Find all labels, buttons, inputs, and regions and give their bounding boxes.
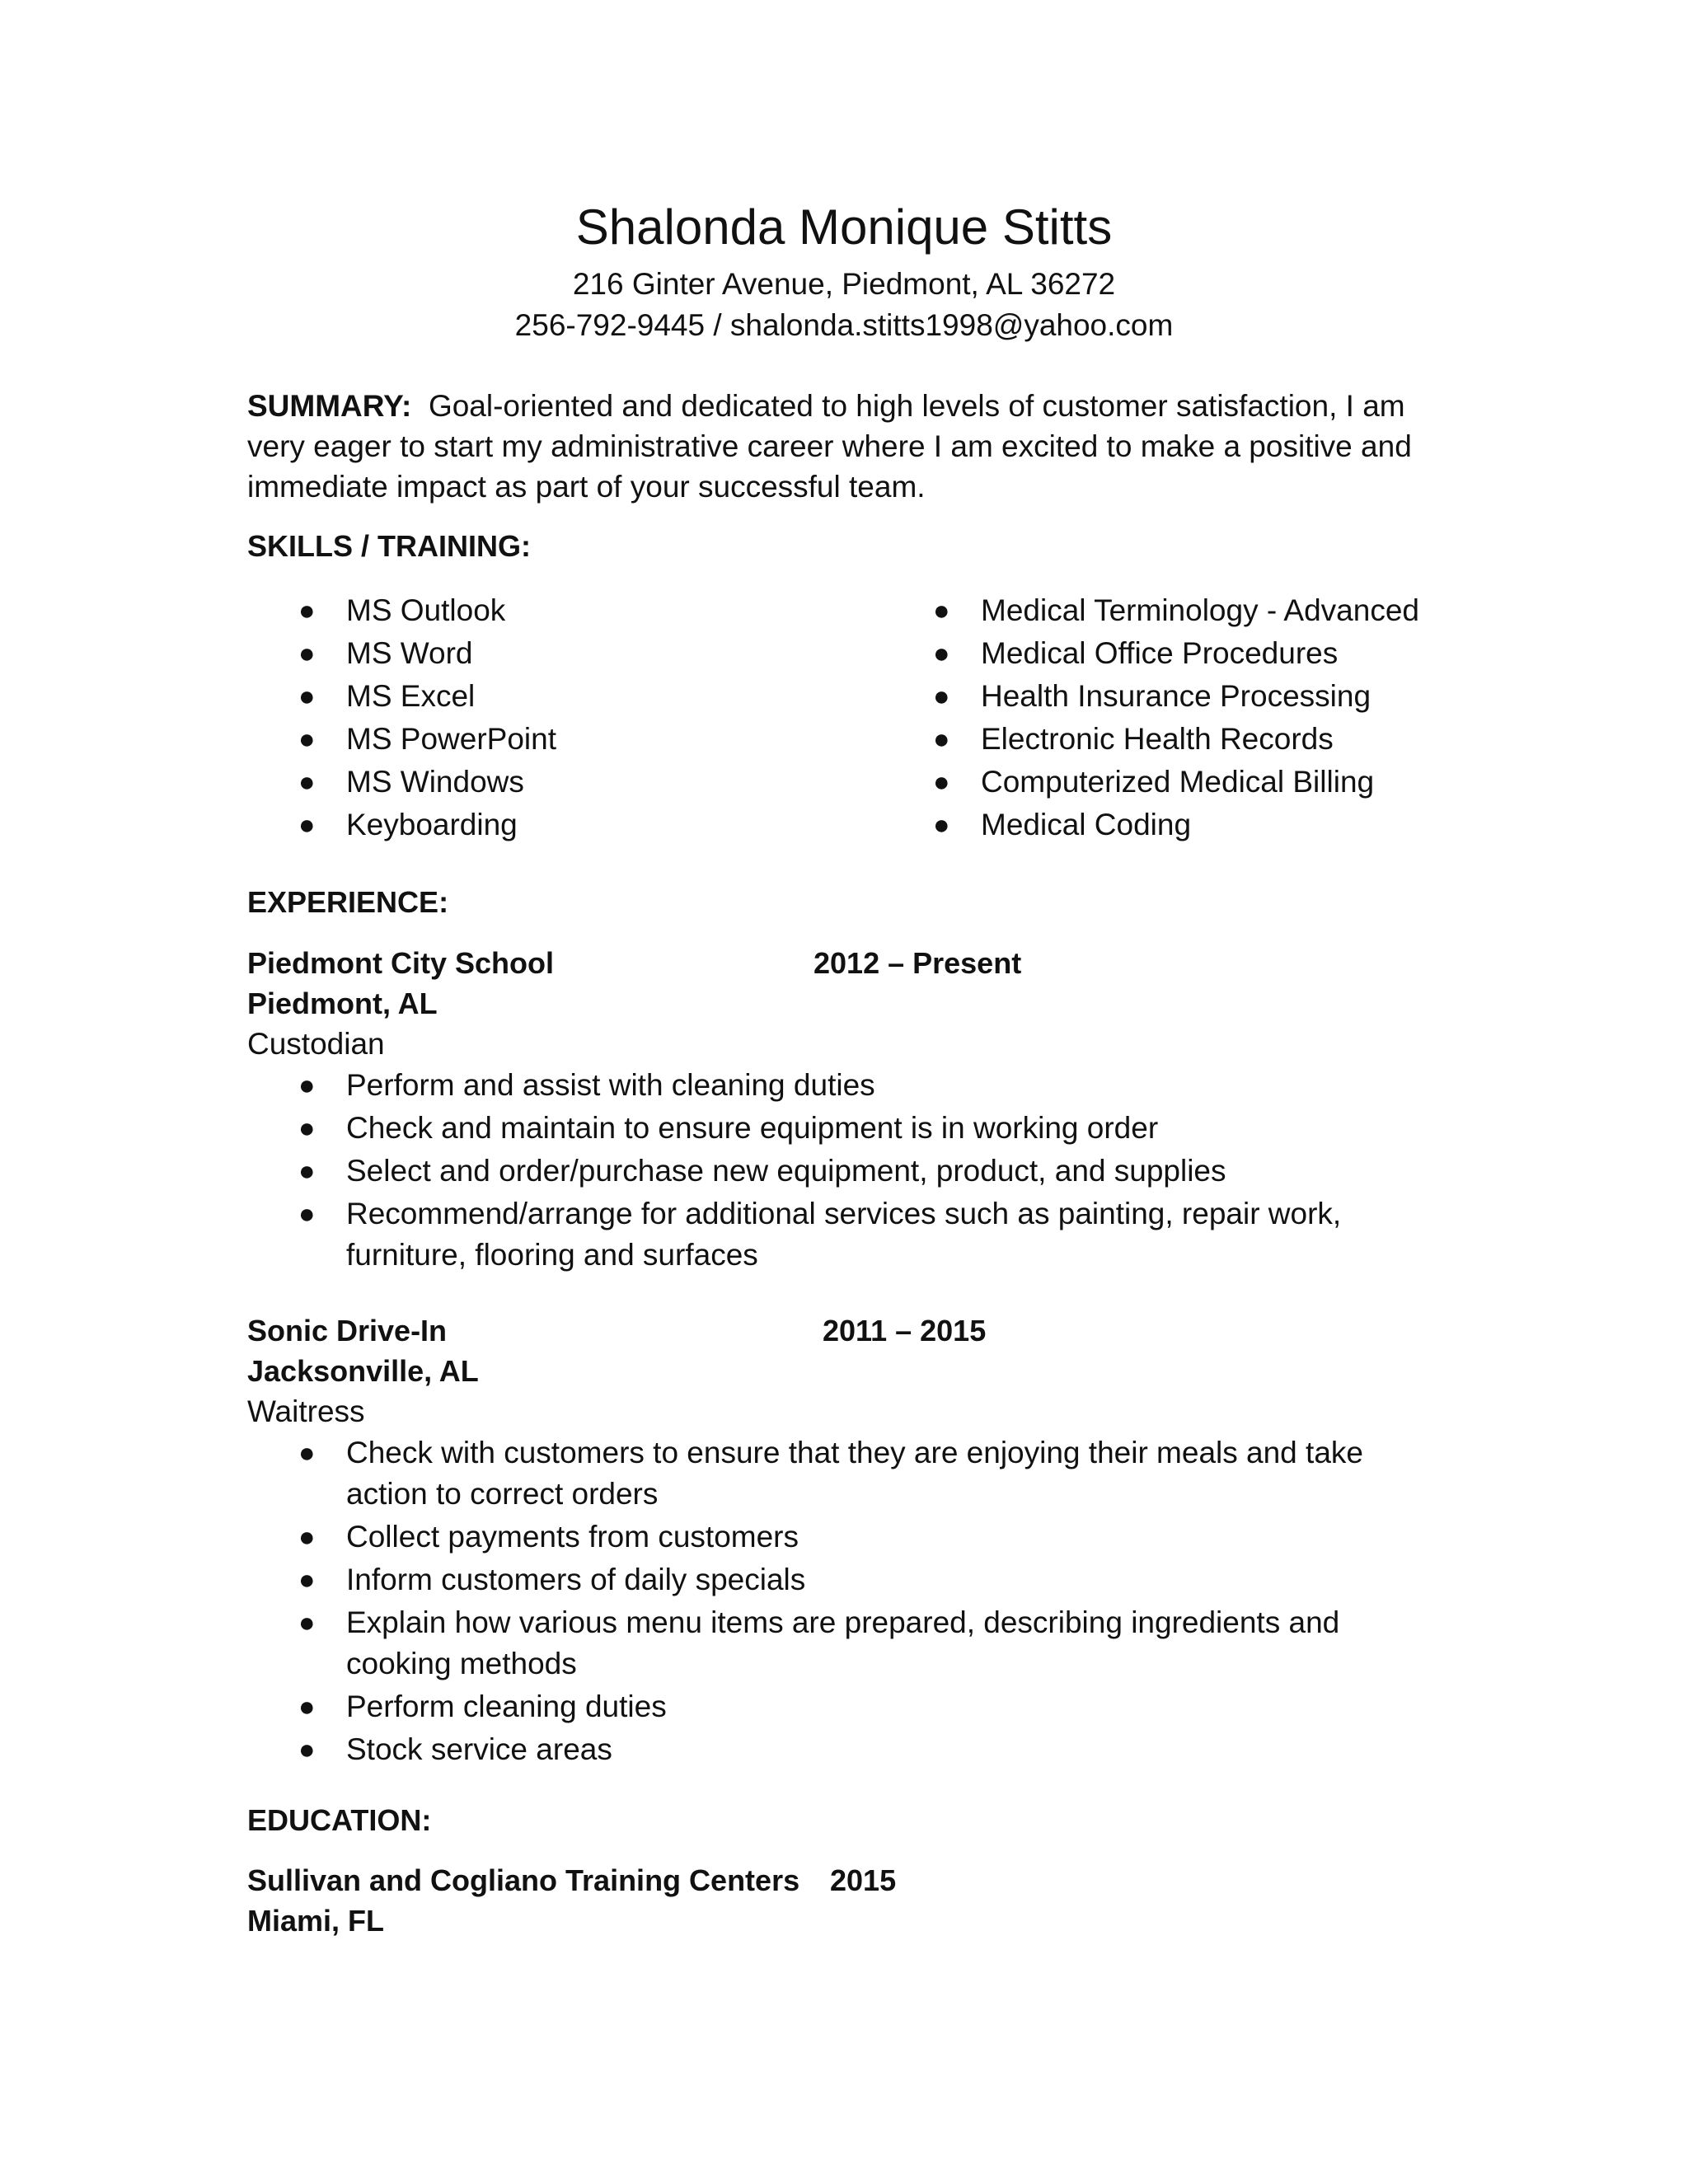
job-location: Piedmont, AL xyxy=(247,987,438,1020)
duty-item: ● Perform cleaning duties xyxy=(247,1686,1434,1727)
skill-item: ● MS PowerPoint xyxy=(247,718,556,761)
skill-item: ● MS Windows xyxy=(247,761,556,804)
bullet-icon: ● xyxy=(298,1564,316,1596)
job-dates: 2011 – 2015 xyxy=(823,1314,987,1347)
bullet-icon: ● xyxy=(298,1070,316,1101)
skill-item: ● MS Excel xyxy=(247,675,556,718)
bullet-icon: ● xyxy=(298,595,316,626)
job-company: Sonic Drive-In xyxy=(247,1314,448,1347)
skill-item: ● Keyboarding xyxy=(247,804,556,846)
duty-item: ● Check with customers to ensure that they are enjoying their meals and take action to correct orders xyxy=(247,1432,1434,1515)
job-duties-list xyxy=(247,1432,1434,1770)
duty-item: ● Stock service areas xyxy=(247,1729,1434,1770)
bullet-icon: ● xyxy=(933,595,950,626)
bullet-icon: ● xyxy=(933,766,950,798)
duty-item: ● Check and maintain to ensure equipment is in working order xyxy=(247,1108,1434,1149)
duty-item: ● Recommend/arrange for additional services such as painting, repair work, furniture, flooring and surfaces xyxy=(247,1193,1434,1276)
bullet-icon: ● xyxy=(298,766,316,798)
duty-item: ● Inform customers of daily specials xyxy=(247,1559,1434,1601)
education-entry xyxy=(247,1860,1484,1941)
skill-item: ● MS Outlook xyxy=(247,589,556,632)
bullet-icon: ● xyxy=(298,1113,316,1144)
skill-item: ● MS Word xyxy=(247,632,556,675)
skill-item: ● Health Insurance Processing xyxy=(882,675,1419,718)
education-heading: EDUCATION: xyxy=(247,1803,432,1837)
job-entry xyxy=(247,943,1484,1277)
bullet-icon: ● xyxy=(933,681,950,712)
bullet-icon: ● xyxy=(298,1155,316,1187)
skill-item: ● Electronic Health Records xyxy=(882,718,1419,761)
education-year: 2015 xyxy=(830,1863,897,1897)
resume-name: Shalonda Monique Stitts xyxy=(575,199,1113,255)
duty-item: ● Select and order/purchase new equipment, product, and supplies xyxy=(247,1151,1434,1192)
job-company: Piedmont City School xyxy=(247,946,555,980)
education-school: Sullivan and Cogliano Training Centers xyxy=(247,1863,800,1897)
resume-contact: 256-792-9445 / shalonda.stitts1998@yahoo.com xyxy=(514,308,1174,342)
skill-item: ● Medical Office Procedures xyxy=(882,632,1419,675)
bullet-icon: ● xyxy=(298,1521,316,1553)
summary-section xyxy=(247,386,1434,507)
job-duties-list xyxy=(247,1065,1434,1276)
skill-item: ● Medical Terminology - Advanced xyxy=(882,589,1419,632)
bullet-icon: ● xyxy=(298,638,316,669)
duty-item: ● Explain how various menu items are prepared, describing ingredients and cooking methods xyxy=(247,1602,1434,1685)
experience-heading: EXPERIENCE: xyxy=(247,885,449,919)
skill-item: ● Computerized Medical Billing xyxy=(882,761,1419,804)
bullet-icon: ● xyxy=(298,1691,316,1722)
bullet-icon: ● xyxy=(298,724,316,755)
education-location: Miami, FL xyxy=(247,1904,385,1938)
bullet-icon: ● xyxy=(298,681,316,712)
skills-list-right xyxy=(882,589,1419,846)
duty-item: ● Collect payments from customers xyxy=(247,1516,1434,1558)
job-position: Waitress xyxy=(247,1394,365,1428)
job-dates: 2012 – Present xyxy=(814,946,1022,980)
bullet-icon: ● xyxy=(298,1198,316,1230)
job-entry xyxy=(247,1310,1484,1772)
bullet-icon: ● xyxy=(933,724,950,755)
resume-address: 216 Ginter Avenue, Piedmont, AL 36272 xyxy=(572,267,1116,301)
job-position: Custodian xyxy=(247,1027,385,1061)
duty-item: ● Perform and assist with cleaning duties xyxy=(247,1065,1434,1106)
bullet-icon: ● xyxy=(298,1607,316,1638)
job-location: Jacksonville, AL xyxy=(247,1354,479,1388)
skill-item: ● Medical Coding xyxy=(882,804,1419,846)
bullet-icon: ● xyxy=(298,809,316,841)
skills-heading: SKILLS / TRAINING: xyxy=(247,529,531,563)
bullet-icon: ● xyxy=(298,1437,316,1469)
summary-label: SUMMARY: xyxy=(247,389,412,423)
summary-text: Goal-oriented and dedicated to high levels of customer satisfaction, I am very eager to start my administrative career where I am excited to make a positive and immediate impact as part of your successful team. xyxy=(247,389,1412,504)
skills-list-left xyxy=(247,589,556,846)
bullet-icon: ● xyxy=(298,1734,316,1765)
bullet-icon: ● xyxy=(933,638,950,669)
bullet-icon: ● xyxy=(933,809,950,841)
